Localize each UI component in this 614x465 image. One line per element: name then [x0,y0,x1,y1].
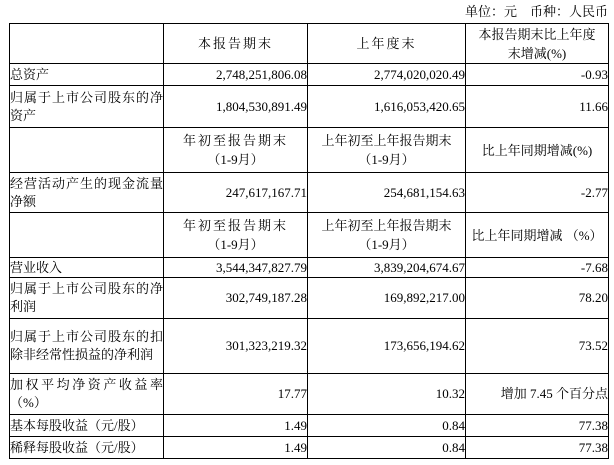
prior-period-header: 上年度末 [308,24,466,64]
header-blank-cell [10,213,164,258]
current-period-header [164,128,308,173]
table-row [10,437,609,459]
current-period-header-line2: （1-9月） [207,152,264,167]
unit-currency-label: 单位：元 币种：人民币 [464,4,608,19]
table-row [10,64,609,86]
header-blank-cell [10,128,164,173]
current-value-cell: 2,748,251,806.08 [164,64,308,86]
current-value-cell: 302,749,187.28 [164,278,308,319]
prior-value-cell: 0.84 [308,415,466,437]
prior-value-cell: 173,656,194.62 [308,319,466,374]
metric-label-cell: 基本每股收益（元/股） [10,415,164,437]
change-value-cell: 73.52 [466,319,609,374]
metric-label-cell: 加权平均净资产收益率（%） [10,374,164,415]
period-header-row-3 [10,213,609,258]
change-value-cell: -7.68 [466,258,609,278]
change-header: 比上年同期增减 （%） [466,213,609,258]
table-row [10,374,609,415]
prior-period-header-line2: （1-9月） [358,152,415,167]
period-header-row-2 [10,128,609,173]
current-value-cell: 3,544,347,827.79 [164,258,308,278]
prior-value-cell: 254,681,154.63 [308,173,466,213]
current-value-cell: 1,804,530,891.49 [164,86,308,128]
metric-label-cell: 经营活动产生的现金流量净额 [10,173,164,213]
table-row [10,319,609,374]
header-blank-cell [10,24,164,64]
metric-label-cell: 总资产 [10,64,164,86]
metric-label-cell: 归属于上市公司股东的净利润 [10,278,164,319]
prior-period-header [308,128,466,173]
prior-period-header-line1: 上年初至上年报告期末 [321,133,452,148]
current-period-header [164,213,308,258]
change-header-line2: 末增减(%) [507,45,567,61]
table-row [10,86,609,128]
current-value-cell: 1.49 [164,437,308,459]
current-period-header-line1: 年初至报告期末 [182,218,288,233]
prior-period-header-line2: （1-9月） [358,237,415,252]
metric-label-cell: 归属于上市公司股东的净资产 [10,86,164,128]
current-period-header-line1: 年初至报告期末 [182,133,288,148]
change-header-line1: 本报告期末比上年度 [478,26,596,42]
change-value-cell: 77.38 [466,437,609,459]
current-value-cell: 1.49 [164,415,308,437]
prior-value-cell: 169,892,217.00 [308,278,466,319]
change-value-cell: -2.77 [466,173,609,213]
metric-label-cell: 归属于上市公司股东的扣除非经常性损益的净利润 [10,319,164,374]
metric-label-cell: 稀释每股收益（元/股） [10,437,164,459]
prior-value-cell: 3,839,204,674.67 [308,258,466,278]
prior-value-cell: 1,616,053,420.65 [308,86,466,128]
prior-period-header-line1: 上年初至上年报告期末 [321,218,452,233]
current-value-cell: 247,617,167.71 [164,173,308,213]
period-header-row-1 [10,24,609,64]
change-value-cell: 77.38 [466,415,609,437]
prior-value-cell: 10.32 [308,374,466,415]
current-value-cell: 301,323,219.32 [164,319,308,374]
current-value-cell: 17.77 [164,374,308,415]
prior-value-cell: 2,774,020,020.49 [308,64,466,86]
table-row [10,278,609,319]
prior-value-cell: 0.84 [308,437,466,459]
table-row [10,258,609,278]
change-value-cell: -0.93 [466,64,609,86]
financial-summary-table [9,23,609,459]
change-value-cell: 78.20 [466,278,609,319]
metric-label-cell: 营业收入 [10,258,164,278]
current-period-header: 本报告期末 [164,24,308,64]
table-row [10,415,609,437]
table-row [10,173,609,213]
change-value-cell: 增加 7.45 个百分点 [466,374,609,415]
current-period-header-line2: （1-9月） [207,237,264,252]
change-header: 比上年同期增减(%) [466,128,609,173]
change-header [466,24,609,64]
change-value-cell: 11.66 [466,86,609,128]
prior-period-header [308,213,466,258]
